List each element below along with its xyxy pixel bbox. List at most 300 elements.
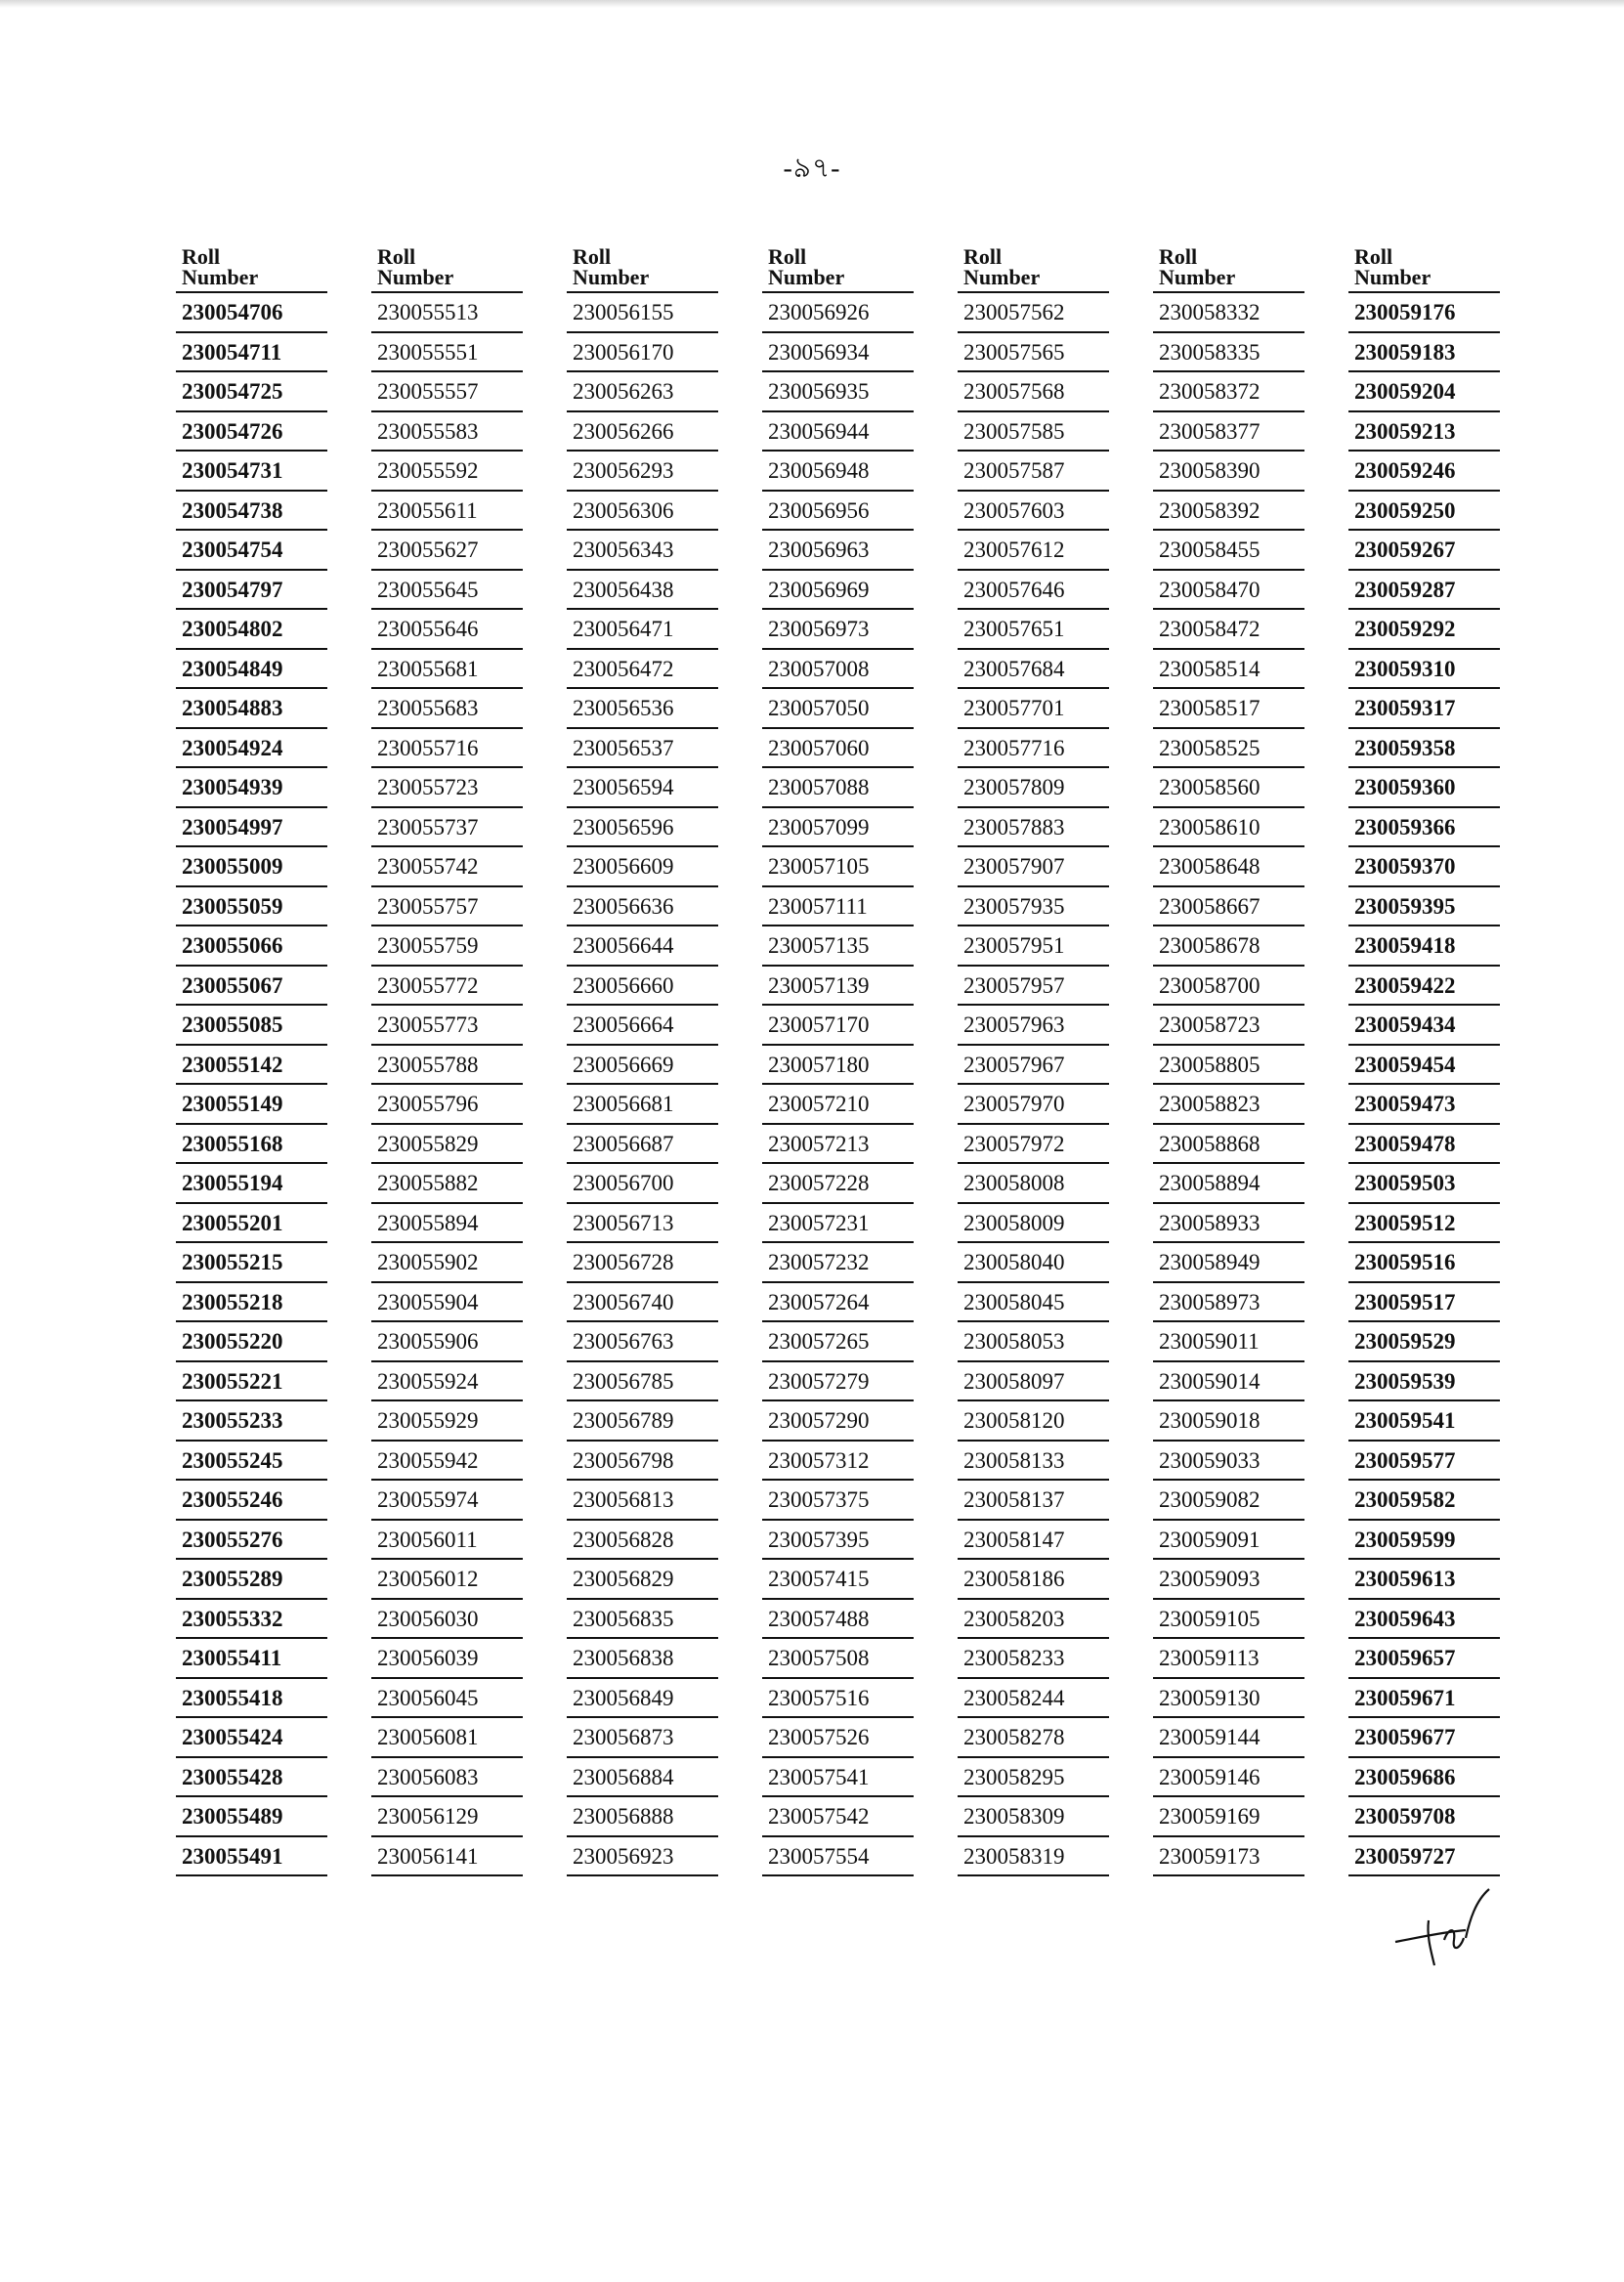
roll-number-cell: 230055583 (371, 412, 523, 452)
roll-number-cell: 230057565 (958, 333, 1109, 373)
roll-number-cell: 230058233 (958, 1639, 1109, 1679)
roll-number-cell: 230056266 (567, 412, 718, 452)
roll-number-cell: 230058278 (958, 1718, 1109, 1758)
roll-number-cell: 230055489 (176, 1797, 327, 1837)
header-line-roll: Roll (182, 244, 221, 269)
roll-number-cell: 230059018 (1153, 1401, 1304, 1442)
roll-number-cell: 230057568 (958, 372, 1109, 412)
roll-number-cell: 230059418 (1348, 926, 1500, 967)
roll-number-cell: 230055627 (371, 531, 523, 571)
roll-number-cell: 230059011 (1153, 1322, 1304, 1362)
roll-number-cell: 230054706 (176, 293, 327, 333)
header-line-number: Number (182, 265, 259, 289)
roll-number-cell: 230056045 (371, 1679, 523, 1719)
roll-column-2 (371, 244, 523, 1876)
roll-number-cell: 230056155 (567, 293, 718, 333)
roll-number-cell: 230056948 (762, 452, 914, 492)
roll-number-cell: 230057646 (958, 571, 1109, 611)
roll-number-cell: 230057170 (762, 1006, 914, 1046)
roll-number-cell: 230055233 (176, 1401, 327, 1442)
column-header (762, 244, 914, 293)
roll-number-cell: 230057050 (762, 689, 914, 729)
header-line-roll: Roll (1354, 244, 1393, 269)
roll-number-cell: 230059169 (1153, 1797, 1304, 1837)
roll-number-cell: 230056873 (567, 1718, 718, 1758)
roll-number-cell: 230056835 (567, 1600, 718, 1640)
roll-number-cell: 230057210 (762, 1085, 914, 1125)
roll-number-cell: 230057088 (762, 768, 914, 808)
roll-number-cell: 230056343 (567, 531, 718, 571)
roll-column-5 (958, 244, 1109, 1876)
roll-number-cell: 230056849 (567, 1679, 718, 1719)
roll-number-cell: 230058894 (1153, 1164, 1304, 1204)
roll-number-cell: 230056813 (567, 1481, 718, 1521)
roll-number-cell: 230055611 (371, 492, 523, 532)
roll-number-cell: 230057105 (762, 847, 914, 887)
roll-number-cell: 230059093 (1153, 1560, 1304, 1600)
roll-number-cell: 230059146 (1153, 1758, 1304, 1798)
roll-number-cell: 230059358 (1348, 729, 1500, 769)
roll-number-cell: 230057279 (762, 1362, 914, 1402)
roll-number-cell: 230057290 (762, 1401, 914, 1442)
roll-number-cell: 230056669 (567, 1046, 718, 1086)
roll-number-cell: 230058133 (958, 1442, 1109, 1482)
roll-number-cell: 230057883 (958, 808, 1109, 848)
roll-number-cell: 230056884 (567, 1758, 718, 1798)
roll-number-cell: 230059360 (1348, 768, 1500, 808)
roll-number-cell: 230055246 (176, 1481, 327, 1521)
roll-number-cell: 230059512 (1348, 1204, 1500, 1244)
roll-number-cell: 230059395 (1348, 887, 1500, 927)
roll-number-cell: 230057562 (958, 293, 1109, 333)
roll-number-cell: 230056293 (567, 452, 718, 492)
roll-number-cell: 230058392 (1153, 492, 1304, 532)
roll-number-cell: 230057264 (762, 1283, 914, 1323)
roll-number-cell: 230055067 (176, 967, 327, 1007)
roll-number-cell: 230056537 (567, 729, 718, 769)
roll-number-cell: 230058040 (958, 1243, 1109, 1283)
roll-number-cell: 230056934 (762, 333, 914, 373)
header-line-roll: Roll (573, 244, 612, 269)
roll-number-cell: 230055059 (176, 887, 327, 927)
roll-number-cell: 230058390 (1153, 452, 1304, 492)
column-header (371, 244, 523, 293)
roll-number-cell: 230059082 (1153, 1481, 1304, 1521)
roll-number-cell: 230055829 (371, 1125, 523, 1165)
roll-number-cell: 230055142 (176, 1046, 327, 1086)
roll-number-cell: 230054997 (176, 808, 327, 848)
column-header (958, 244, 1109, 293)
roll-number-cell: 230056700 (567, 1164, 718, 1204)
roll-number-cell: 230056785 (567, 1362, 718, 1402)
roll-number-cell: 230059727 (1348, 1837, 1500, 1877)
header-line-roll: Roll (963, 244, 1003, 269)
roll-number-cell: 230056956 (762, 492, 914, 532)
roll-number-cell: 230058203 (958, 1600, 1109, 1640)
roll-number-cell: 230059541 (1348, 1401, 1500, 1442)
roll-number-cell: 230057231 (762, 1204, 914, 1244)
roll-number-cell: 230058332 (1153, 293, 1304, 333)
roll-number-cell: 230055491 (176, 1837, 327, 1877)
roll-number-cell: 230059292 (1348, 610, 1500, 650)
roll-number-cell: 230056306 (567, 492, 718, 532)
roll-number-cell: 230055723 (371, 768, 523, 808)
roll-number-cell: 230055681 (371, 650, 523, 690)
roll-number-cell: 230056438 (567, 571, 718, 611)
roll-number-cell: 230059686 (1348, 1758, 1500, 1798)
roll-number-cell: 230056763 (567, 1322, 718, 1362)
header-line-number: Number (963, 265, 1041, 289)
roll-number-cell: 230057970 (958, 1085, 1109, 1125)
roll-number-cell: 230057232 (762, 1243, 914, 1283)
roll-number-cell: 230059677 (1348, 1718, 1500, 1758)
roll-number-cell: 230057967 (958, 1046, 1109, 1086)
column-header (567, 244, 718, 293)
roll-number-cell: 230056536 (567, 689, 718, 729)
roll-number-cell: 230059473 (1348, 1085, 1500, 1125)
roll-number-cell: 230055796 (371, 1085, 523, 1125)
roll-number-cell: 230059091 (1153, 1521, 1304, 1561)
roll-number-cell: 230057008 (762, 650, 914, 690)
roll-column-6 (1153, 244, 1304, 1876)
roll-number-cell: 230057135 (762, 926, 914, 967)
roll-number-cell: 230057111 (762, 887, 914, 927)
roll-number-cell: 230058525 (1153, 729, 1304, 769)
column-header (1348, 244, 1500, 293)
header-line-roll: Roll (1159, 244, 1198, 269)
roll-number-cell: 230057526 (762, 1718, 914, 1758)
roll-number-cell: 230056141 (371, 1837, 523, 1877)
roll-number-cell: 230058053 (958, 1322, 1109, 1362)
roll-number-cell: 230058472 (1153, 610, 1304, 650)
roll-number-cell: 230058933 (1153, 1204, 1304, 1244)
roll-number-cell: 230057516 (762, 1679, 914, 1719)
roll-number-cell: 230055085 (176, 1006, 327, 1046)
roll-number-cell: 230054731 (176, 452, 327, 492)
roll-number-cell: 230059539 (1348, 1362, 1500, 1402)
roll-column-7 (1348, 244, 1500, 1876)
roll-number-cell: 230057935 (958, 887, 1109, 927)
roll-number-cell: 230056083 (371, 1758, 523, 1798)
roll-number-cell: 230058008 (958, 1164, 1109, 1204)
roll-number-cell: 230055428 (176, 1758, 327, 1798)
roll-number-cell: 230057716 (958, 729, 1109, 769)
roll-number-cell: 230055220 (176, 1322, 327, 1362)
roll-number-cell: 230055201 (176, 1204, 327, 1244)
roll-number-cell: 230056081 (371, 1718, 523, 1758)
roll-number-cell: 230059183 (1348, 333, 1500, 373)
roll-number-cell: 230057585 (958, 412, 1109, 452)
roll-number-cell: 230057651 (958, 610, 1109, 650)
roll-number-cell: 230057139 (762, 967, 914, 1007)
roll-number-cell: 230059657 (1348, 1639, 1500, 1679)
roll-number-cell: 230059370 (1348, 847, 1500, 887)
roll-number-cell: 230059454 (1348, 1046, 1500, 1086)
roll-number-cell: 230055551 (371, 333, 523, 373)
roll-number-cell: 230058949 (1153, 1243, 1304, 1283)
roll-number-cell: 230059478 (1348, 1125, 1500, 1165)
roll-number-cell: 230058309 (958, 1797, 1109, 1837)
header-line-roll: Roll (768, 244, 807, 269)
roll-number-cell: 230055716 (371, 729, 523, 769)
roll-number-cell: 230056170 (567, 333, 718, 373)
roll-number-cell: 230057508 (762, 1639, 914, 1679)
roll-number-cell: 230059267 (1348, 531, 1500, 571)
header-line-number: Number (573, 265, 650, 289)
roll-number-cell: 230054939 (176, 768, 327, 808)
roll-number-cell: 230054802 (176, 610, 327, 650)
roll-number-cell: 230055757 (371, 887, 523, 927)
roll-number-cell: 230058678 (1153, 926, 1304, 967)
roll-number-cell: 230055645 (371, 571, 523, 611)
roll-number-cell: 230057963 (958, 1006, 1109, 1046)
roll-number-cell: 230054849 (176, 650, 327, 690)
roll-number-cell: 230057099 (762, 808, 914, 848)
roll-number-cell: 230055215 (176, 1243, 327, 1283)
roll-number-cell: 230059503 (1348, 1164, 1500, 1204)
roll-number-cell: 230056039 (371, 1639, 523, 1679)
roll-number-cell: 230057488 (762, 1600, 914, 1640)
roll-number-cell: 230056472 (567, 650, 718, 690)
roll-number-cell: 230057951 (958, 926, 1109, 967)
roll-number-cell: 230059577 (1348, 1442, 1500, 1482)
roll-number-cell: 230056012 (371, 1560, 523, 1600)
roll-number-cell: 230059213 (1348, 412, 1500, 452)
roll-number-cell: 230058137 (958, 1481, 1109, 1521)
roll-number-cell: 230055942 (371, 1442, 523, 1482)
roll-number-cell: 230055513 (371, 293, 523, 333)
roll-number-cell: 230057809 (958, 768, 1109, 808)
column-header (176, 244, 327, 293)
roll-number-cell: 230057228 (762, 1164, 914, 1204)
roll-number-cell: 230055194 (176, 1164, 327, 1204)
roll-number-cell: 230059422 (1348, 967, 1500, 1007)
roll-number-cell: 230058319 (958, 1837, 1109, 1877)
roll-number-cell: 230055168 (176, 1125, 327, 1165)
roll-number-cell: 230056935 (762, 372, 914, 412)
roll-number-cell: 230057415 (762, 1560, 914, 1600)
roll-number-cell: 230055902 (371, 1243, 523, 1283)
signature (1388, 1881, 1505, 1969)
roll-number-cell: 230057554 (762, 1837, 914, 1877)
roll-number-cell: 230056660 (567, 967, 718, 1007)
roll-number-cell: 230055759 (371, 926, 523, 967)
roll-number-cell: 230055218 (176, 1283, 327, 1323)
roll-number-cell: 230056687 (567, 1125, 718, 1165)
roll-number-cell: 230059529 (1348, 1322, 1500, 1362)
header-line-number: Number (1354, 265, 1432, 289)
roll-number-cell: 230055424 (176, 1718, 327, 1758)
roll-number-cell: 230058868 (1153, 1125, 1304, 1165)
roll-number-cell: 230059105 (1153, 1600, 1304, 1640)
roll-number-cell: 230054883 (176, 689, 327, 729)
roll-number-cell: 230058009 (958, 1204, 1109, 1244)
roll-number-cell: 230059113 (1153, 1639, 1304, 1679)
roll-number-cell: 230059246 (1348, 452, 1500, 492)
roll-number-cell: 230059204 (1348, 372, 1500, 412)
roll-number-cell: 230057603 (958, 492, 1109, 532)
roll-number-cell: 230057541 (762, 1758, 914, 1798)
roll-number-cell: 230059310 (1348, 650, 1500, 690)
roll-number-cell: 230055557 (371, 372, 523, 412)
column-header (1153, 244, 1304, 293)
roll-number-cell: 230059014 (1153, 1362, 1304, 1402)
roll-number-cell: 230058147 (958, 1521, 1109, 1561)
roll-number-cell: 230057265 (762, 1322, 914, 1362)
roll-column-4 (762, 244, 914, 1876)
roll-number-cell: 230056888 (567, 1797, 718, 1837)
roll-number-cell: 230055904 (371, 1283, 523, 1323)
roll-number-cell: 230055772 (371, 967, 523, 1007)
roll-number-cell: 230056471 (567, 610, 718, 650)
roll-number-cell: 230058648 (1153, 847, 1304, 887)
roll-number-cell: 230056644 (567, 926, 718, 967)
roll-number-cell: 230059643 (1348, 1600, 1500, 1640)
roll-number-table (176, 244, 1505, 1886)
roll-number-cell: 230056609 (567, 847, 718, 887)
roll-number-cell: 230055929 (371, 1401, 523, 1442)
roll-number-cell: 230057060 (762, 729, 914, 769)
roll-number-cell: 230055788 (371, 1046, 523, 1086)
roll-number-cell: 230058045 (958, 1283, 1109, 1323)
roll-number-cell: 230055882 (371, 1164, 523, 1204)
roll-number-cell: 230055066 (176, 926, 327, 967)
roll-number-cell: 230055332 (176, 1600, 327, 1640)
roll-number-cell: 230054754 (176, 531, 327, 571)
roll-number-cell: 230054738 (176, 492, 327, 532)
roll-number-cell: 230055894 (371, 1204, 523, 1244)
roll-number-cell: 230059176 (1348, 293, 1500, 333)
roll-number-cell: 230055906 (371, 1322, 523, 1362)
roll-number-cell: 230057395 (762, 1521, 914, 1561)
roll-number-cell: 230057957 (958, 967, 1109, 1007)
roll-number-cell: 230058186 (958, 1560, 1109, 1600)
roll-number-cell: 230057180 (762, 1046, 914, 1086)
roll-number-cell: 230057907 (958, 847, 1109, 887)
scan-edge (0, 0, 1624, 8)
roll-number-cell: 230056263 (567, 372, 718, 412)
roll-number-cell: 230059144 (1153, 1718, 1304, 1758)
roll-number-cell: 230055683 (371, 689, 523, 729)
roll-number-cell: 230059317 (1348, 689, 1500, 729)
roll-number-cell: 230058372 (1153, 372, 1304, 412)
roll-number-cell: 230056596 (567, 808, 718, 848)
roll-number-cell: 230059517 (1348, 1283, 1500, 1323)
roll-number-cell: 230058335 (1153, 333, 1304, 373)
roll-number-cell: 230056838 (567, 1639, 718, 1679)
roll-number-cell: 230058120 (958, 1401, 1109, 1442)
roll-number-cell: 230056973 (762, 610, 914, 650)
roll-number-cell: 230058560 (1153, 768, 1304, 808)
roll-number-cell: 230055009 (176, 847, 327, 887)
roll-number-cell: 230059434 (1348, 1006, 1500, 1046)
roll-number-cell: 230059516 (1348, 1243, 1500, 1283)
roll-number-cell: 230056828 (567, 1521, 718, 1561)
roll-number-cell: 230056011 (371, 1521, 523, 1561)
roll-number-cell: 230059287 (1348, 571, 1500, 611)
roll-number-cell: 230058973 (1153, 1283, 1304, 1323)
roll-number-cell: 230055773 (371, 1006, 523, 1046)
roll-number-cell: 230057612 (958, 531, 1109, 571)
header-line-number: Number (1159, 265, 1236, 289)
roll-number-cell: 230055149 (176, 1085, 327, 1125)
roll-number-cell: 230055245 (176, 1442, 327, 1482)
roll-number-cell: 230054726 (176, 412, 327, 452)
roll-number-cell: 230055974 (371, 1481, 523, 1521)
roll-number-cell: 230056129 (371, 1797, 523, 1837)
roll-number-cell: 230059671 (1348, 1679, 1500, 1719)
roll-number-cell: 230057701 (958, 689, 1109, 729)
roll-number-cell: 230056664 (567, 1006, 718, 1046)
roll-number-cell: 230055924 (371, 1362, 523, 1402)
roll-number-cell: 230055276 (176, 1521, 327, 1561)
roll-number-cell: 230059599 (1348, 1521, 1500, 1561)
roll-number-cell: 230054725 (176, 372, 327, 412)
header-line-number: Number (377, 265, 454, 289)
roll-number-cell: 230056926 (762, 293, 914, 333)
roll-number-cell: 230057587 (958, 452, 1109, 492)
roll-number-cell: 230057684 (958, 650, 1109, 690)
roll-number-cell: 230057375 (762, 1481, 914, 1521)
roll-number-cell: 230058377 (1153, 412, 1304, 452)
roll-number-cell: 230056713 (567, 1204, 718, 1244)
roll-number-cell: 230059033 (1153, 1442, 1304, 1482)
roll-number-cell: 230058514 (1153, 650, 1304, 690)
roll-number-cell: 230055737 (371, 808, 523, 848)
roll-number-cell: 230055221 (176, 1362, 327, 1402)
roll-column-3 (567, 244, 718, 1876)
roll-number-cell: 230055418 (176, 1679, 327, 1719)
roll-number-cell: 230058823 (1153, 1085, 1304, 1125)
roll-number-cell: 230056829 (567, 1560, 718, 1600)
roll-number-cell: 230056681 (567, 1085, 718, 1125)
roll-number-cell: 230059130 (1153, 1679, 1304, 1719)
roll-number-cell: 230058455 (1153, 531, 1304, 571)
roll-number-cell: 230056030 (371, 1600, 523, 1640)
roll-number-cell: 230058244 (958, 1679, 1109, 1719)
roll-number-cell: 230058700 (1153, 967, 1304, 1007)
roll-number-cell: 230058667 (1153, 887, 1304, 927)
roll-number-cell: 230058723 (1153, 1006, 1304, 1046)
roll-number-cell: 230055646 (371, 610, 523, 650)
roll-number-cell: 230057213 (762, 1125, 914, 1165)
roll-number-cell: 230058805 (1153, 1046, 1304, 1086)
roll-number-cell: 230057972 (958, 1125, 1109, 1165)
roll-number-cell: 230056923 (567, 1837, 718, 1877)
roll-number-cell: 230056728 (567, 1243, 718, 1283)
roll-number-cell: 230058470 (1153, 571, 1304, 611)
roll-number-cell: 230059250 (1348, 492, 1500, 532)
roll-number-cell: 230054924 (176, 729, 327, 769)
roll-number-cell: 230058517 (1153, 689, 1304, 729)
roll-number-cell: 230054711 (176, 333, 327, 373)
header-line-number: Number (768, 265, 845, 289)
roll-column-1 (176, 244, 327, 1876)
roll-number-cell: 230057542 (762, 1797, 914, 1837)
roll-number-cell: 230058097 (958, 1362, 1109, 1402)
roll-number-cell: 230059366 (1348, 808, 1500, 848)
roll-number-cell: 230055592 (371, 452, 523, 492)
roll-number-cell: 230059582 (1348, 1481, 1500, 1521)
header-line-roll: Roll (377, 244, 416, 269)
roll-number-cell: 230055411 (176, 1639, 327, 1679)
roll-number-cell: 230055742 (371, 847, 523, 887)
roll-number-cell: 230058295 (958, 1758, 1109, 1798)
roll-number-cell: 230056944 (762, 412, 914, 452)
roll-number-cell: 230057312 (762, 1442, 914, 1482)
roll-number-cell: 230059173 (1153, 1837, 1304, 1877)
roll-number-cell: 230056969 (762, 571, 914, 611)
